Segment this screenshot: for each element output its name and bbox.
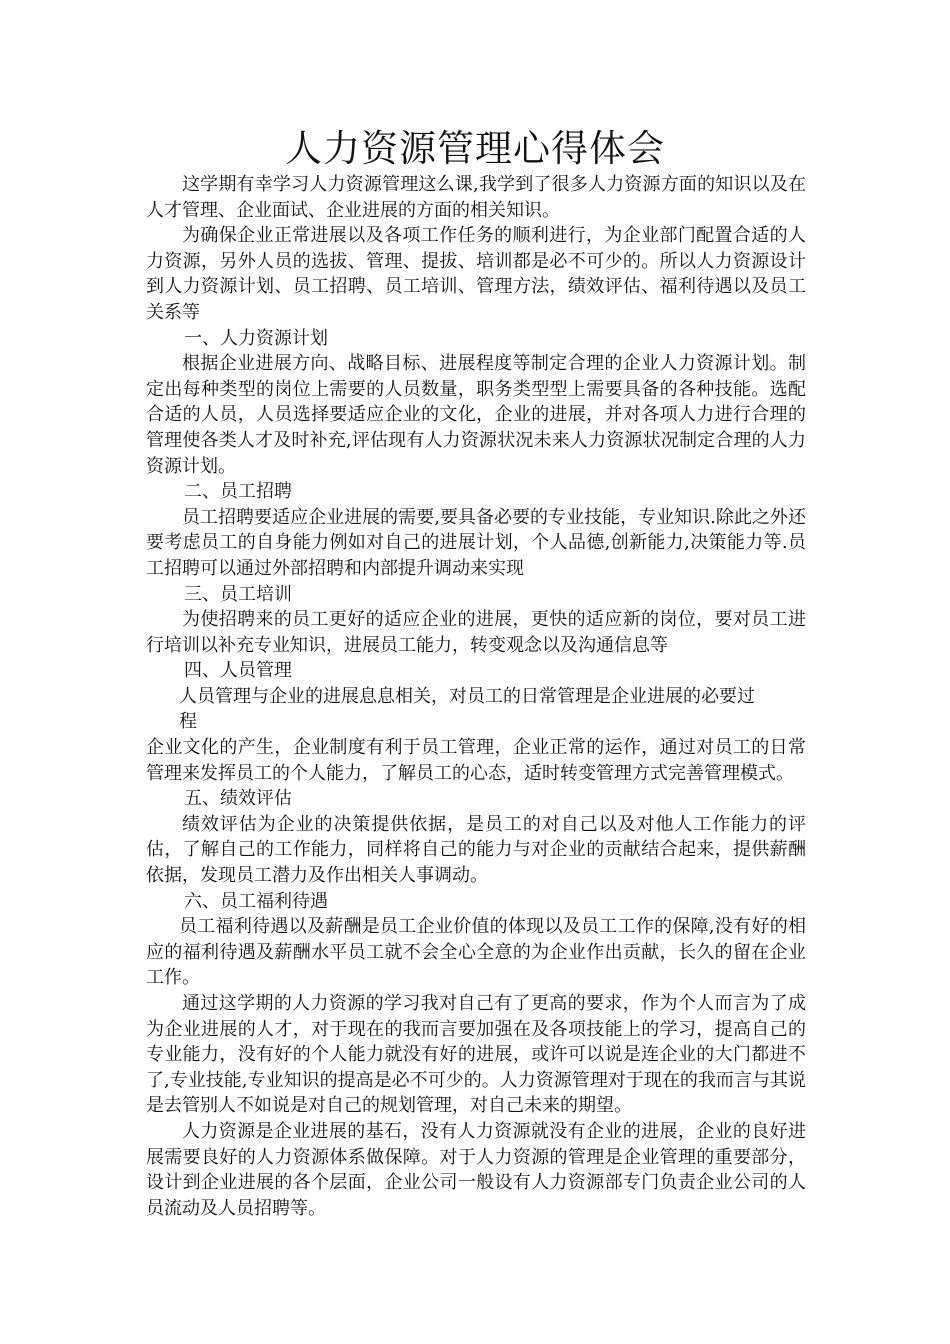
conclusion-paragraph-2: 人力资源是企业进展的基石，没有人力资源就没有企业的进展，企业的良好进展需要良好的人力资源体系做保障。对于人力资源的管理是企业管理的重要部分，设计到企业进展的各个层面，企业公司一般设有人力资源部专门负责企业公司的人员流动及人员招聘等。 [146, 1120, 806, 1219]
section-heading-5: 五、绩效评估 [184, 788, 292, 810]
section-text-3: 为使招聘来的员工更好的适应企业的进展，更快的适应新的岗位，要对员工进行培训以补充专业知识，进展员工能力，转变观念以及沟通信息等 [146, 609, 806, 656]
section-heading-3: 三、员工培训 [184, 583, 292, 605]
intro-paragraph-1: 这学期有幸学习人力资源管理这么课,我学到了很多人力资源方面的知识以及在人才管理、企业面试、企业进展的方面的相关知识。 [146, 174, 806, 221]
section-text-2: 员工招聘要适应企业进展的需要,要具备必要的专业技能，专业知识.除此之外还要考虑员工的自身能力例如对自己的进展计划，个人品德,创新能力,决策能力等.员工招聘可以通过外部招聘和内部提升调动来实现 [146, 506, 806, 579]
section-text-5: 绩效评估为企业的决策提供依据，是员工的对自己以及对他人工作能力的评估，了解自己的工作能力，同样将自己的能力与对企业的贡献结合起来，提供薪酬依据，发现员工潜力及作出相关人事调动。 [146, 813, 806, 887]
section-text-4-line-2: 程 [179, 711, 197, 733]
section-text-4-line-1: 人员管理与企业的进展息息相关，对员工的日常管理是企业进展的必要过 [179, 685, 755, 707]
section-text-6: 员工福利待遇以及薪酬是员工企业价值的体现以及员工工作的保障,没有好的相应的福利待遇及薪酬水平员工就不会全心全意的为企业作出贡献，长久的留在企业工作。 [146, 916, 806, 989]
intro-paragraph-2: 为确保企业正常进展以及各项工作任务的顺利进行，为企业部门配置合适的人力资源，另外人员的选拔、管理、提拔、培训都是必不可少的。所以人力资源设计到人力资源计划、员工招聘、员工培训、管理方法，绩效评估、福利待遇以及员工关系等 [146, 225, 806, 323]
document-body [146, 172, 806, 1221]
section-text-4-rest: 企业文化的产生，企业制度有利于员工管理，企业正常的运作，通过对员工的日常管理来发挥员工的个人能力，了解员工的心态，适时转变管理方式完善管理模式。 [146, 737, 806, 784]
section-heading-4: 四、人员管理 [184, 660, 292, 682]
section-heading-6: 六、员工福利待遇 [184, 890, 328, 912]
section-text-1: 根据企业进展方向、战略目标、进展程度等制定合理的企业人力资源计划。制定出每种类型的岗位上需要的人员数量，职务类型型上需要具备的各种技能。选配合适的人员，人员选择要适应企业的文化，企业的进展，并对各项人力进行合理的管理使各类人才及时补充,评估现有人力资源状况未来人力资源状况制定合理的人力资源计划。 [146, 353, 806, 477]
section-heading-2: 二、员工招聘 [184, 481, 292, 503]
section-heading-1: 一、人力资源计划 [184, 327, 328, 349]
conclusion-paragraph-1: 通过这学期的人力资源的学习我对自己有了更高的要求，作为个人而言为了成为企业进展的人才，对于现在的我而言要加强在及各项技能上的学习，提高自己的专业能力，没有好的个人能力就没有好的进展，或许可以说是连企业的大门都进不了,专业技能,专业知识的提高是必不可少的。人力资源管理对于现在的我而言与其说是去管别人不如说是对自己的规划管理，对自己未来的期望。 [146, 993, 806, 1117]
document-title: 人力资源管理心得体会 [285, 127, 665, 170]
